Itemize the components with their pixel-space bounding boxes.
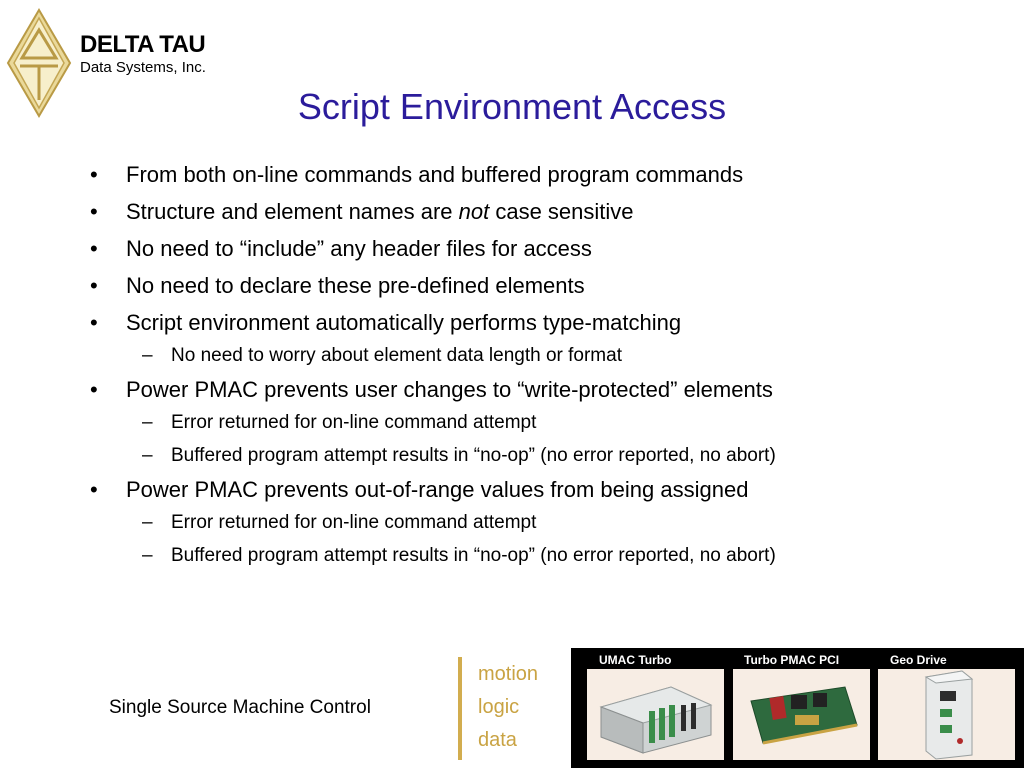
bullet-text — [126, 273, 585, 299]
bullet-text — [171, 444, 776, 468]
product-label-pci: Turbo PMAC PCI — [744, 653, 840, 667]
bullet-text-segment: Error returned for on-line command attempt — [171, 412, 537, 433]
geo-drive-image — [878, 669, 1015, 760]
bullet-text — [126, 162, 743, 188]
bullet-text — [171, 411, 536, 435]
company-block — [80, 30, 206, 76]
bullet-marker: • — [90, 236, 98, 261]
bullet-text-segment: No need to “include” any header files for access — [126, 236, 592, 261]
dash-marker: – — [142, 345, 153, 366]
bullet-text — [126, 236, 592, 262]
word-logic: logic — [478, 696, 520, 718]
dash-marker: – — [142, 412, 153, 433]
dash-marker: – — [142, 512, 153, 533]
bullet-marker: • — [90, 162, 98, 187]
bullet-marker: • — [90, 310, 98, 335]
bullet-text-segment: Structure and element names are — [126, 199, 459, 224]
bullet-text-segment: From both on-line commands and buffered program commands — [126, 162, 744, 187]
slide-title: Script Environment Access — [297, 86, 727, 127]
pci-card-image — [733, 669, 870, 760]
product-label-geo: Geo Drive — [890, 653, 947, 667]
umac-turbo-image — [587, 669, 724, 760]
product-label-umac: UMAC Turbo — [599, 653, 672, 667]
bullet-text-segment: case sensitive — [489, 199, 634, 224]
bullet-text — [126, 477, 748, 503]
company-name: DELTA TAU — [80, 31, 206, 58]
bullet-text-segment: Error returned for on-line command attempt — [171, 512, 537, 533]
word-data: data — [478, 729, 517, 751]
bullet-text — [126, 310, 681, 336]
bullet-marker: • — [90, 273, 98, 298]
bullet-text-segment: Script environment automatically performs type-matching — [126, 310, 682, 335]
bullet-text — [171, 344, 622, 368]
dash-marker: – — [142, 445, 153, 466]
bullet-text-segment: No need to declare these pre-defined elements — [126, 273, 585, 298]
bullet-text-segment: Buffered program attempt results in “no-op” (no error reported, no abort) — [171, 445, 776, 466]
bullet-text — [126, 377, 773, 403]
tagline: Single Source Machine Control — [109, 697, 371, 718]
bullet-text-segment: Power PMAC prevents user changes to “write-protected” elements — [126, 377, 773, 402]
bullet-marker: • — [90, 199, 98, 224]
company-subtitle: Data Systems, Inc. — [80, 59, 206, 76]
bullet-text — [171, 511, 536, 535]
bullet-text-segment: Buffered program attempt results in “no-op” (no error reported, no abort) — [171, 545, 776, 566]
dash-marker: – — [142, 545, 153, 566]
bullet-marker: • — [90, 477, 98, 502]
product-strip — [571, 648, 1024, 768]
bullet-text — [171, 544, 776, 568]
bullet-text-segment: No need to worry about element data length or format — [171, 345, 622, 366]
bullet-text — [126, 199, 634, 225]
word-motion: motion — [478, 663, 539, 685]
bullet-text-segment: Power PMAC prevents out-of-range values from being assigned — [126, 477, 749, 502]
footer-divider — [458, 657, 462, 760]
bullet-text-segment: not — [458, 199, 490, 224]
bullet-marker: • — [90, 377, 98, 402]
